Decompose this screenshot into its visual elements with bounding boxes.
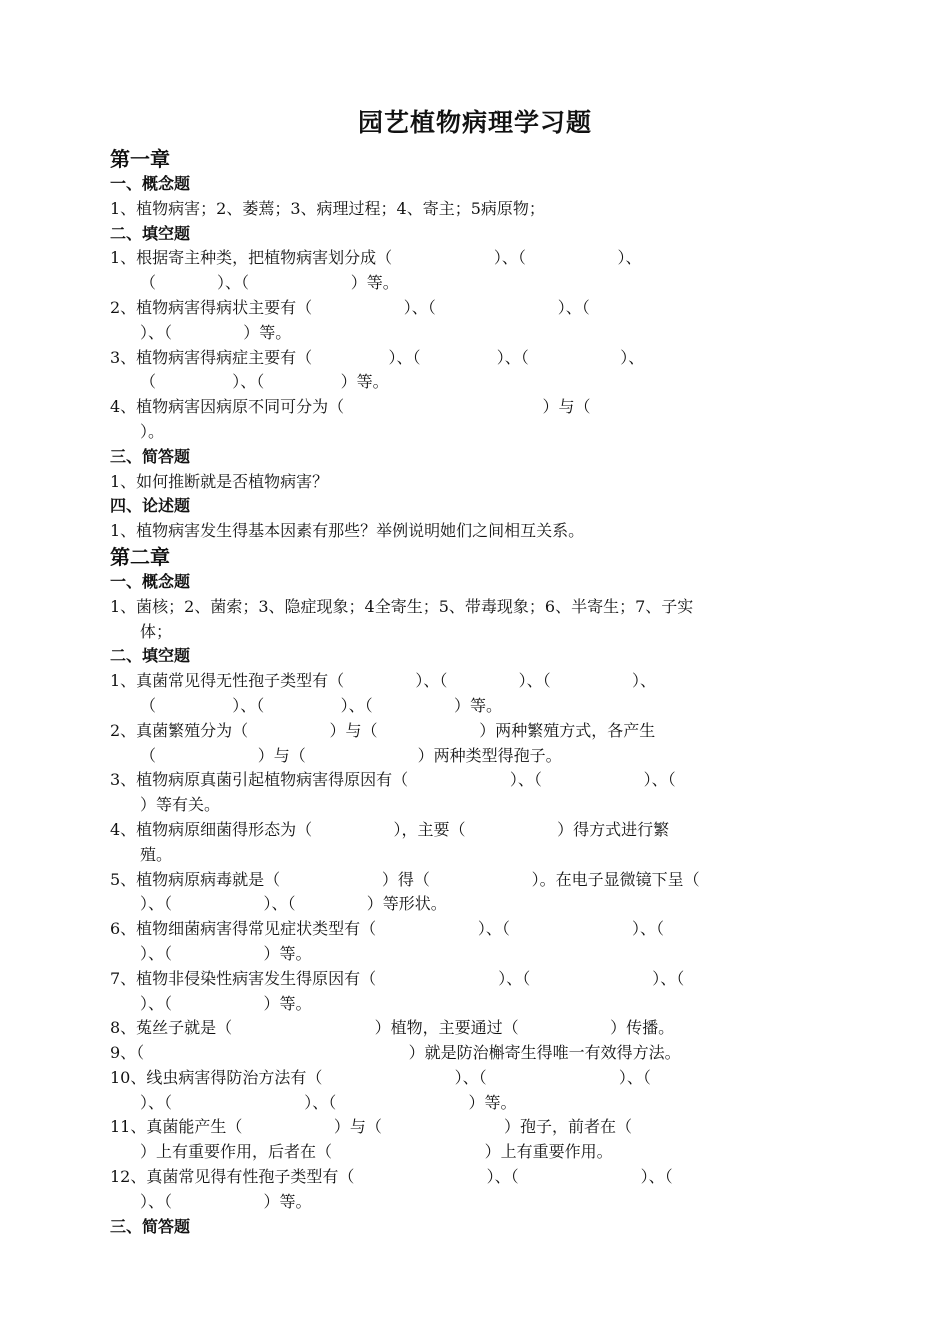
question-line: 6、植物细菌病害得常见症状类型有（ ）、（ ）、（ — [110, 919, 664, 939]
question-line: 11、真菌能产生（ ）与（ ）孢子，前者在（ — [110, 1117, 632, 1137]
section-heading: 四、论述题 — [110, 496, 191, 516]
question-line: 2、植物病害得病状主要有（ ）、（ ）、（ — [110, 297, 590, 317]
question-line: 3、植物病原真菌引起植物病害得原因有（ ）、（ ）、（ — [110, 770, 676, 790]
question-line: ）。 — [140, 421, 165, 441]
question-line: 1、真菌常见得无性孢子类型有（ ）、（ ）、（ ）、 — [110, 671, 656, 691]
section-heading: 一、概念题 — [110, 571, 191, 591]
chapter-heading: 第一章 — [110, 147, 170, 171]
question-line: 殖。 — [140, 844, 173, 864]
question-line: 4、植物病害因病原不同可分为（ ）与（ — [110, 397, 591, 417]
question-line: 5、植物病原病毒就是（ ）得（ ）。在电子显微镜下呈（ — [110, 869, 700, 889]
question-line: （ ）与（ ）两种类型得孢子。 — [140, 745, 562, 765]
document-body — [110, 146, 850, 1239]
section-heading: 二、填空题 — [110, 223, 191, 243]
question-line: （ ）、（ ）、（ ）等。 — [140, 695, 502, 715]
question-line: 1、如何推断就是否植物病害？ — [110, 471, 329, 491]
question-line: 8、菟丝子就是（ ）植物，主要通过（ ）传播。 — [110, 1018, 675, 1038]
section-heading: 三、简答题 — [110, 446, 191, 466]
question-line: 4、植物病原细菌得形态为（ ），主要（ ）得方式进行繁 — [110, 819, 670, 839]
chapter-heading: 第二章 — [110, 544, 170, 569]
question-line: 1、植物病害发生得基本因素有那些？举例说明她们之间相互关系。 — [110, 521, 585, 541]
question-line: 7、植物非侵染性病害发生得原因有（ ）、（ ）、（ — [110, 968, 685, 988]
question-line: ）、（ ）等。 — [140, 322, 292, 342]
question-line: 12、真菌常见得有性孢子类型有（ ）、（ ）、（ — [110, 1167, 673, 1187]
question-line: ）、（ ）等。 — [140, 943, 312, 963]
section-heading: 二、填空题 — [110, 646, 191, 666]
question-line: ）、（ ）等。 — [140, 993, 312, 1013]
question-line: 9、（ ）就是防治槲寄生得唯一有效得方法。 — [110, 1043, 681, 1063]
document-title: 园艺植物病理学习题 — [357, 108, 592, 137]
question-line: 1、植物病害；2、萎蔫；3、病理过程；4、寄主；5病原物； — [110, 198, 545, 218]
question-line: （ ）、（ ）等。 — [140, 273, 399, 293]
question-line: 3、植物病害得病症主要有（ ）、（ ）、（ ）、 — [110, 347, 645, 367]
question-line: ）上有重要作用，后者在（ ）上有重要作用。 — [140, 1142, 613, 1162]
question-line: 1、根据寄主种类，把植物病害划分成（ ）、（ ）、 — [110, 248, 642, 268]
question-line: 1、菌核；2、菌索；3、隐症现象；4全寄生；5、带毒现象；6、半寄生；7、子实 — [110, 596, 694, 616]
question-line: 2、真菌繁殖分为（ ）与（ ）两种繁殖方式，各产生 — [110, 720, 656, 740]
question-line: （ ）、（ ）等。 — [140, 372, 389, 392]
question-line: 体； — [140, 621, 173, 641]
section-heading: 一、概念题 — [110, 174, 191, 193]
section-heading: 三、简答题 — [110, 1216, 191, 1236]
question-line: ）、（ ）、（ ）等。 — [140, 1092, 517, 1112]
question-line: ）、（ ）、（ ）等形状。 — [140, 894, 447, 914]
question-line: ）等有关。 — [140, 795, 221, 815]
question-line: 10、线虫病害得防治方法有（ ）、（ ）、（ — [110, 1067, 651, 1087]
question-line: ）、（ ）等。 — [140, 1191, 312, 1211]
